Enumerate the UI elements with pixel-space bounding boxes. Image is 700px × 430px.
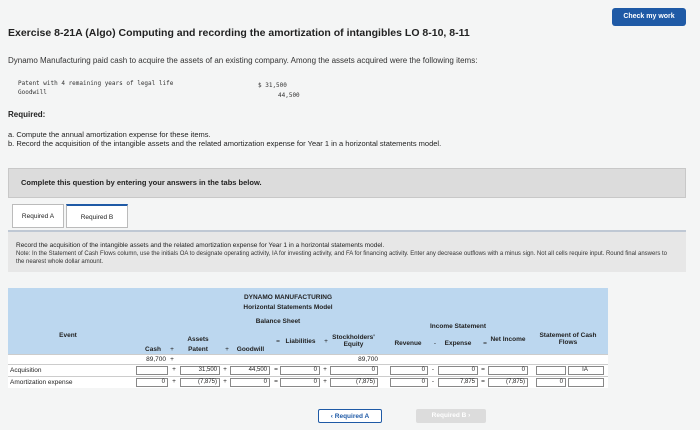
patent-header: Patent: [188, 346, 208, 353]
balance-sheet-label: Balance Sheet: [255, 318, 301, 325]
cash-input[interactable]: [136, 366, 168, 375]
equals-sign: =: [274, 366, 278, 373]
cash-flow-type-input[interactable]: [568, 378, 604, 387]
cash-flow-amount-input[interactable]: [536, 366, 566, 375]
goodwill-input[interactable]: 44,500: [230, 366, 270, 375]
plus-sign: +: [170, 356, 174, 363]
event-header: Event: [59, 332, 77, 339]
asset-amount-goodwill: 44,500: [278, 92, 300, 99]
prev-required-a-button[interactable]: ‹ Required A: [318, 409, 382, 423]
expense-input[interactable]: 7,875: [438, 378, 478, 387]
expense-header: Expense: [444, 340, 472, 347]
equals-sign: =: [276, 338, 280, 345]
income-statement-label: Income Statement: [430, 323, 486, 330]
next-required-b-button[interactable]: Required B ›: [416, 409, 486, 423]
prev-label: Required A: [334, 413, 370, 420]
goodwill-input[interactable]: 0: [230, 378, 270, 387]
instructions-box: [8, 230, 686, 272]
beginning-row: [8, 354, 608, 364]
tab-required-a[interactable]: Required A: [12, 204, 64, 228]
requirement-a: a. Compute the annual amortization expense for these items.: [8, 130, 211, 139]
expense-input[interactable]: 0: [438, 366, 478, 375]
patent-input[interactable]: 31,500: [180, 366, 220, 375]
event-label: Amortization expense: [10, 379, 73, 386]
minus-sign: -: [431, 366, 435, 373]
cash-flows-header: Statement of Cash Flows: [539, 332, 597, 346]
asset-label-goodwill: Goodwill: [18, 89, 47, 96]
statements-table: [8, 288, 608, 402]
liabilities-input[interactable]: 0: [280, 378, 320, 387]
cash-flow-type-input[interactable]: IA: [568, 366, 604, 375]
requirement-b: b. Record the acquisition of the intangible assets and the related amortization expense for Year 1 in a horizontal statements model.: [8, 139, 442, 148]
required-heading: Required:: [8, 110, 46, 119]
beginning-cash: 89,700: [146, 356, 166, 363]
tab-required-b[interactable]: Required B: [66, 204, 128, 228]
equals-sign: =: [274, 378, 278, 385]
equity-input[interactable]: 0: [330, 366, 378, 375]
equity-input[interactable]: (7,875): [330, 378, 378, 387]
cash-header: Cash: [145, 346, 161, 353]
revenue-header: Revenue: [394, 340, 422, 347]
cash-input[interactable]: 0: [136, 378, 168, 387]
equals-sign: =: [483, 340, 487, 347]
instructions-panel: [8, 168, 686, 198]
plus-sign: +: [172, 378, 176, 385]
plus-sign: +: [170, 346, 174, 353]
liabilities-header: Liabilities: [285, 338, 316, 345]
equals-sign: =: [481, 366, 485, 373]
check-my-work-button[interactable]: Check my work: [612, 8, 686, 26]
instructions-note: Note: In the Statement of Cash Flows column, use the initials OA to designate operating activity, IA for investing activity, and FA for financing activity. Enter any decrease outflows with a minus sign. Not all cells require input. Round final answers to the nearest whole dollar amount.: [16, 251, 667, 265]
net-income-header: Net Income: [490, 336, 526, 343]
revenue-input[interactable]: 0: [390, 366, 428, 375]
company-name: DYNAMO MANUFACTURING: [243, 294, 333, 301]
liabilities-input[interactable]: 0: [280, 366, 320, 375]
plus-sign: +: [225, 346, 229, 353]
plus-sign: +: [323, 366, 327, 373]
net-income-input[interactable]: 0: [488, 366, 528, 375]
panel-text: Complete this question by entering your answers in the tabs below.: [21, 178, 262, 187]
goodwill-header: Goodwill: [236, 346, 265, 353]
minus-sign: -: [433, 340, 437, 347]
assets-header: Assets: [187, 336, 209, 343]
plus-sign: +: [223, 378, 227, 385]
exercise-title: Exercise 8-21A (Algo) Computing and recording the amortization of intangibles LO 8-10, 8-11: [8, 27, 470, 39]
event-label: Acquisition: [10, 367, 42, 374]
minus-sign: -: [431, 378, 435, 385]
net-income-input[interactable]: (7,875): [488, 378, 528, 387]
plus-sign: +: [323, 378, 327, 385]
patent-input[interactable]: (7,875): [180, 378, 220, 387]
instructions-text: Record the acquisition of the intangible assets and the related amortization expense for Year 1 in a horizontal statements model.: [16, 242, 385, 249]
equity-header: Stockholders' Equity: [332, 334, 375, 348]
next-label: Required B: [431, 412, 467, 419]
asset-label-patent: Patent with 4 remaining years of legal life: [18, 80, 174, 87]
cash-flow-amount-input[interactable]: 0: [536, 378, 566, 387]
plus-sign: +: [172, 366, 176, 373]
plus-sign: +: [324, 338, 328, 345]
revenue-input[interactable]: 0: [390, 378, 428, 387]
intro-text: Dynamo Manufacturing paid cash to acquire the assets of an existing company. Among the assets acquired were the following items:: [8, 56, 478, 65]
asset-amount-patent: $ 31,500: [258, 82, 287, 89]
beginning-equity: 89,700: [358, 356, 378, 363]
plus-sign: +: [223, 366, 227, 373]
equals-sign: =: [481, 378, 485, 385]
model-title: Horizontal Statements Model: [243, 304, 333, 311]
